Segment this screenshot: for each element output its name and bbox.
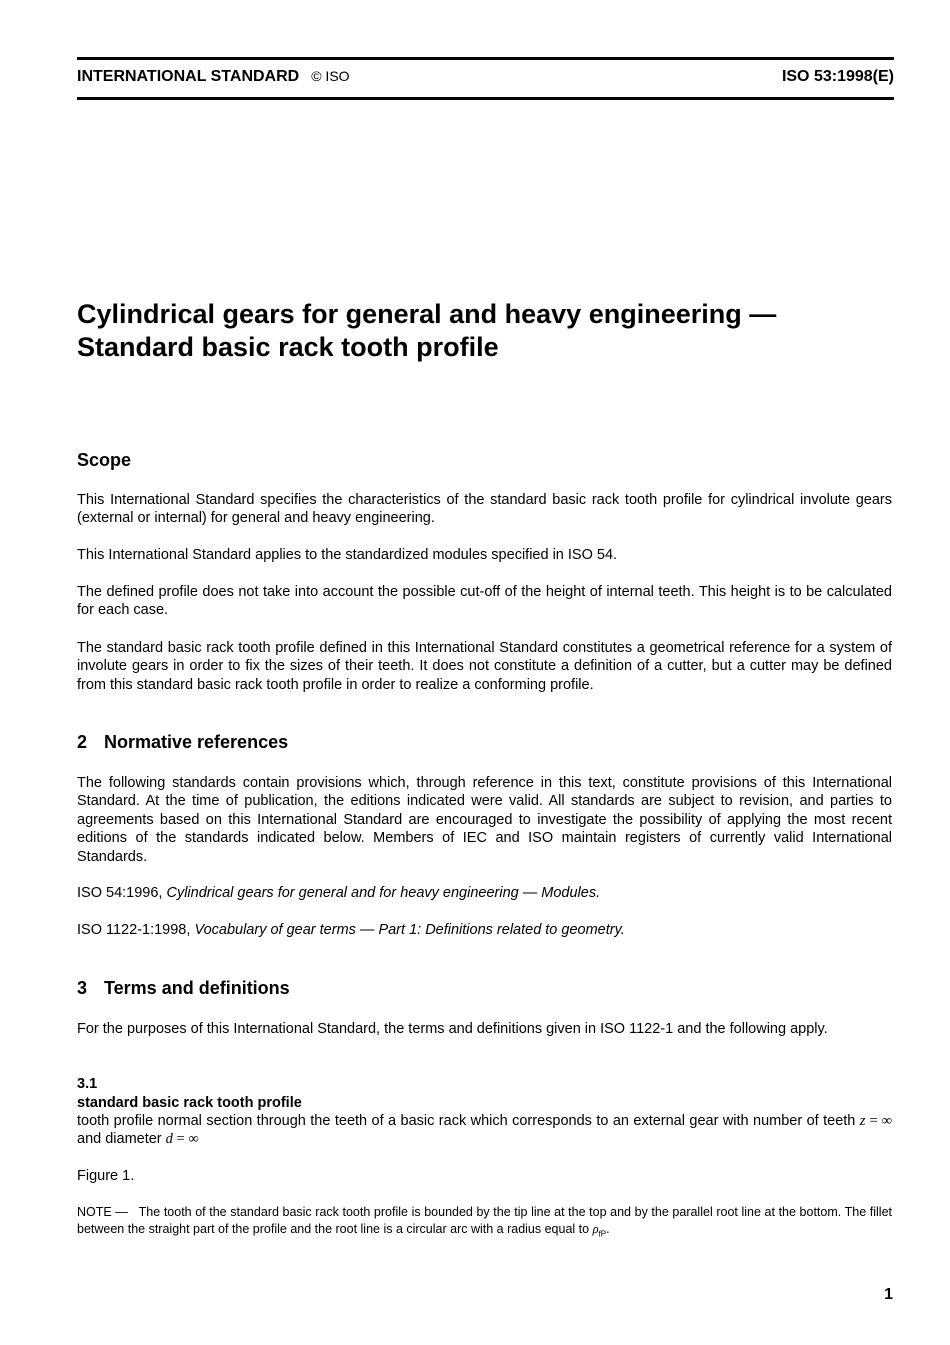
document-title [77, 298, 894, 364]
z-value: = ∞ [865, 1113, 893, 1129]
reference-iso-54 [77, 884, 892, 902]
title-line-2: Standard basic rack tooth profile [77, 332, 499, 362]
note [77, 1204, 892, 1243]
scope-paragraph-4: The standard basic rack tooth profile defined in this International Standard constitutes a geometrical reference for a system of involute gears in order to fix the sizes of their teeth. It does not constitute a definition of a cutter, but a cutter may be defined from this standard basic rack tooth profile in order to realize a conforming profile. [77, 640, 892, 693]
title-line-1: Cylindrical gears for general and heavy engineering — [77, 299, 777, 329]
section-title: Terms and definitions [104, 978, 290, 998]
scope-paragraph-3: The defined profile does not take into account the possible cut-off of the height of internal teeth. This height is to be calculated for each case. [77, 584, 892, 619]
page-number: 1 [884, 1286, 893, 1303]
standard-label: INTERNATIONAL STANDARD [77, 68, 300, 85]
standard-reference: ISO 53:1998(E) [781, 68, 894, 85]
terms-paragraph: For the purposes of this International Standard, the terms and definitions given in ISO 1122-1 and the following apply. [77, 1021, 828, 1037]
page-header [77, 68, 894, 90]
reference-title: Cylindrical gears for general and for heavy engineering — Modules. [166, 885, 601, 901]
symbol-rho: ρ [592, 1221, 599, 1236]
section-title: Normative references [104, 732, 289, 752]
terms-definitions-heading [77, 978, 290, 999]
symbol-z: z [859, 1113, 866, 1129]
note-text: The tooth of the standard basic rack tooth profile is bounded by the tip line at the top and by the parallel root line at the bottom. The fillet between the straight part of the profile and the root line is a circular arc with a radius equal to [77, 1205, 893, 1236]
symbol-d: d [165, 1131, 173, 1148]
term-number: 3.1 [77, 1076, 98, 1092]
header-top-rule [77, 57, 894, 60]
reference-title: Vocabulary of gear terms — Part 1: Definitions related to geometry. [194, 922, 625, 938]
note-end: . [606, 1221, 610, 1236]
d-value: = ∞ [172, 1131, 199, 1148]
scope-paragraph-1: This International Standard specifies the characteristics of the standard basic rack tooth profile for cylindrical involute gears (external or internal) for general and heavy engineering. [77, 492, 892, 527]
header-bottom-rule [77, 97, 894, 100]
rho-subscript: fP [598, 1229, 607, 1238]
normative-references-heading [77, 732, 288, 753]
reference-iso-1122-1 [77, 921, 892, 939]
normative-paragraph: The following standards contain provisions which, through reference in this text, constitute provisions of this International Standard. At the time of publication, the editions indicated were valid. All standards are subject to revision, and parties to agreements based on this International Standard are encouraged to investigate the possibility of applying the most recent editions of the standards indicated below. Members of IEC and ISO maintain registers of currently valid International Standards. [77, 775, 892, 865]
term-definition [77, 1112, 892, 1149]
definition-text: tooth profile normal section through the teeth of a basic rack which corresponds to an external gear with number of teeth [77, 1113, 860, 1129]
scope-heading: Scope [77, 450, 132, 470]
reference-id: ISO 54:1996, [77, 885, 167, 901]
section-number: 2 [77, 732, 88, 752]
reference-id: ISO 1122-1:1998, [77, 922, 195, 938]
figure-reference: Figure 1. [77, 1168, 135, 1184]
section-number: 3 [77, 978, 88, 998]
scope-paragraph-2: This International Standard applies to the standardized modules specified in ISO 54. [77, 547, 618, 563]
definition-text-mid: and diameter [77, 1131, 166, 1148]
copyright-label: © ISO [311, 68, 350, 84]
term-name: standard basic rack tooth profile [77, 1095, 302, 1111]
note-label: NOTE — [77, 1205, 128, 1219]
